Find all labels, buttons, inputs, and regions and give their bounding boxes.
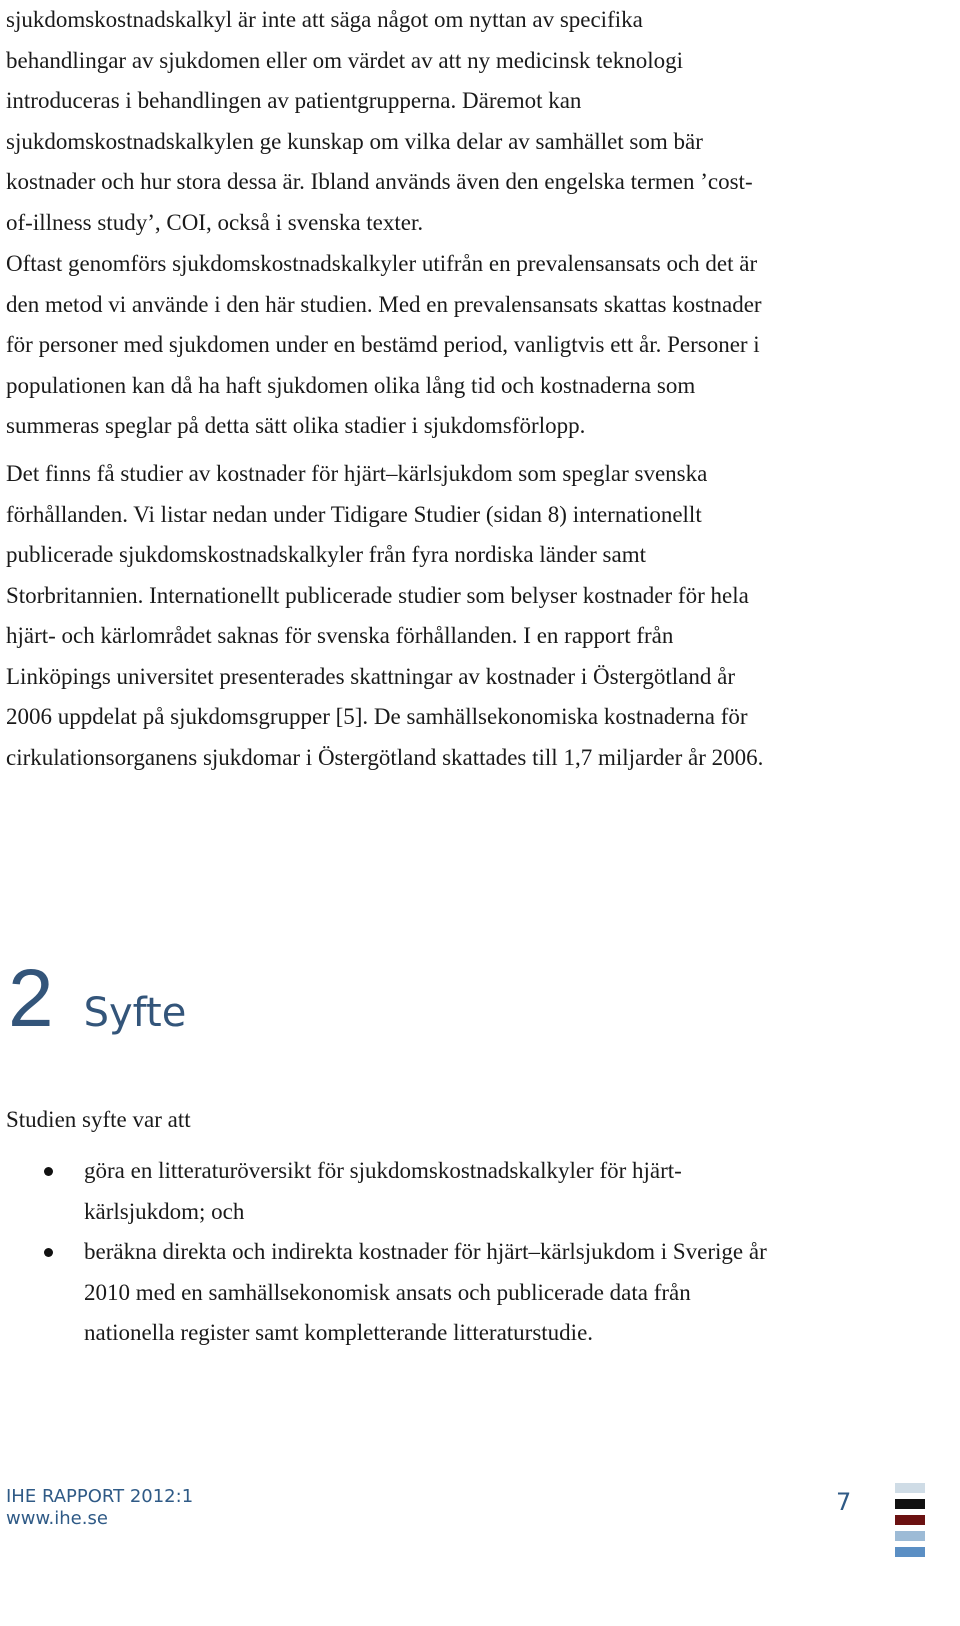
list-item-line: beräkna direkta och indirekta kostnader för hjärt–kärlsjukdom i Sverige år (84, 1239, 767, 1264)
bullet-icon (44, 1167, 53, 1176)
footer (6, 1486, 193, 1530)
chapter-number: 2 (8, 953, 54, 1044)
bullet-list (0, 1151, 900, 1354)
list-item (0, 1232, 900, 1354)
paragraph-line: för personer med sjukdomen under en bestämd period, vanligtvis ett år. Personer i (6, 332, 760, 357)
stripe (895, 1531, 925, 1541)
body-paragraph-2 (6, 244, 906, 447)
stripe (895, 1515, 925, 1525)
body-paragraph-3 (6, 454, 906, 778)
page-number: 7 (836, 1488, 852, 1516)
paragraph-line: summeras speglar på detta sätt olika stadier i sjukdomsförlopp. (6, 413, 586, 438)
chapter-title: Syfte (83, 990, 187, 1036)
website-link[interactable]: www.ihe.se (6, 1508, 108, 1529)
stripe (895, 1547, 925, 1557)
paragraph-line: förhållanden. Vi listar nedan under Tidigare Studier (sidan 8) internationellt (6, 501, 702, 527)
body-paragraph-1 (6, 0, 906, 243)
paragraph-line: Oftast genomförs sjukdomskostnadskalkyler utifrån en prevalensansats och det är (6, 251, 758, 276)
stripe (895, 1483, 925, 1493)
paragraph-line: cirkulationsorganens sjukdomar i Östergötland skattades till 1,7 miljarder år 2006. (6, 744, 764, 770)
paragraph-line: of-illness study’, COI, också i svenska texter. (6, 209, 424, 235)
report-id: IHE RAPPORT 2012:1 (6, 1486, 194, 1507)
paragraph-line: Det finns få studier av kostnader för hjärt–kärlsjukdom som speglar svenska (6, 461, 708, 486)
paragraph-line: introduceras i behandlingen av patientgrupperna. Däremot kan (6, 88, 582, 113)
paragraph-line: populationen kan då ha haft sjukdomen olika lång tid och kostnaderna som (6, 372, 696, 398)
intro-sentence: Studien syfte var att (6, 1107, 191, 1132)
stripe (895, 1499, 925, 1509)
paragraph-line: publicerade sjukdomskostnadskalkyler från fyra nordiska länder samt (6, 542, 646, 567)
paragraph-line: 2006 uppdelat på sjukdomsgrupper [5]. De samhällsekonomiska kostnaderna för (6, 704, 748, 729)
paragraph-line: hjärt- och kärlområdet saknas för svenska förhållanden. I en rapport från (6, 623, 674, 648)
paragraph-line: behandlingar av sjukdomen eller om värdet av att ny medicinsk teknologi (6, 47, 684, 73)
paragraph-line: den metod vi använde i den här studien. Med en prevalensansats skattas kostnader (6, 291, 762, 317)
list-item-line: göra en litteraturöversikt för sjukdomskostnadskalkyler för hjärt- (84, 1158, 682, 1183)
paragraph-line: kostnader och hur stora dessa är. Ibland används även den engelska termen ’cost- (6, 169, 753, 194)
paragraph-line: sjukdomskostnadskalkyl är inte att säga något om nyttan av specifika (6, 7, 643, 32)
list-item-line: kärlsjukdom; och (84, 1198, 245, 1224)
paragraph-line: Storbritannien. Internationellt publicerade studier som belyser kostnader för hela (6, 582, 749, 608)
paragraph-line: Linköpings universitet presenterades skattningar av kostnader i Östergötland år (6, 663, 735, 689)
list-item (0, 1151, 900, 1232)
list-item-line: nationella register samt kompletterande litteraturstudie. (84, 1320, 594, 1345)
paragraph-line: sjukdomskostnadskalkylen ge kunskap om vilka delar av samhället som bär (6, 128, 703, 154)
list-item-line: 2010 med en samhällsekonomisk ansats och publicerade data från (84, 1279, 691, 1305)
chapter-heading (8, 953, 187, 1068)
brand-stripes-logo (895, 1483, 925, 1563)
bullet-icon (44, 1248, 53, 1257)
